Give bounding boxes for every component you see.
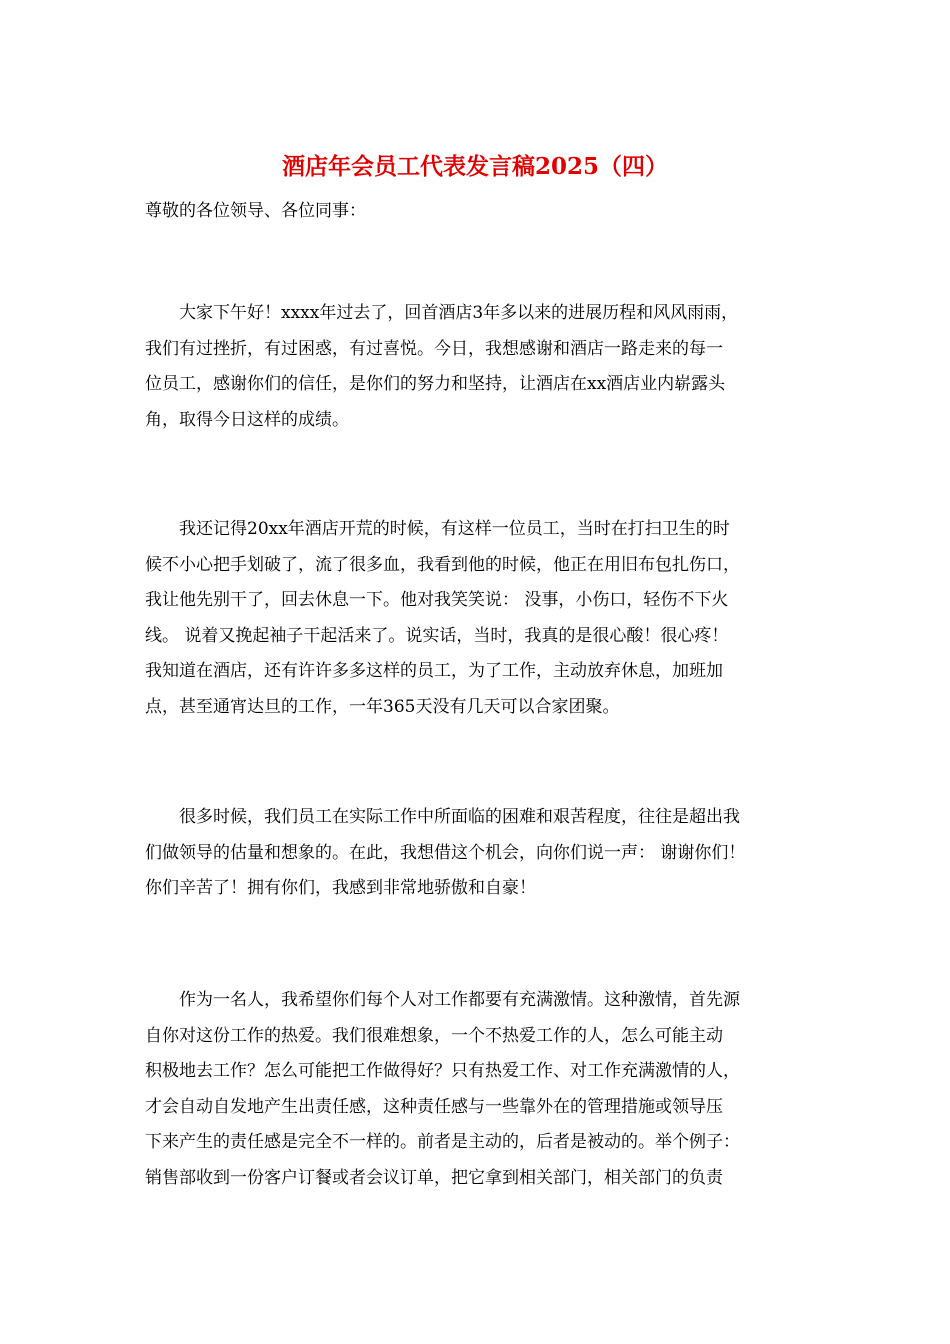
paragraph-line: 角，取得今日这样的成绩。 bbox=[145, 409, 349, 430]
paragraph-line: 大家下午好！xxxx年过去了，回首酒店3年多以来的进展历程和风风雨雨， bbox=[145, 303, 739, 323]
paragraph-line: 作为一名人，我希望你们每个人对工作都要有充满激情。这种激情，首先源 bbox=[145, 990, 740, 1010]
paragraph-line: 我知道在酒店，还有许许多多这样的员工，为了工作，主动放弃休息，加班加 bbox=[145, 661, 723, 681]
paragraph-line: 候不小心把手划破了，流了很多血，我看到他的时候，他正在用旧布包扎伤口， bbox=[145, 554, 740, 575]
paragraph-line: 我让他先别干了，回去休息一下。他对我笑笑说： 没事，小伤口，轻伤不下火 bbox=[145, 590, 729, 610]
paragraph-line: 下来产生的责任感是完全不一样的。前者是主动的，后者是被动的。举个例子： bbox=[145, 1132, 740, 1152]
paragraph-line: 我们有过挫折，有过困惑，有过喜悦。今日，我想感谢和酒店一路走来的每一 bbox=[145, 338, 723, 359]
paragraph-line: 才会自动自发地产生出责任感，这种责任感与一些靠外在的管理措施或领导压 bbox=[145, 1096, 723, 1117]
paragraph-line: 线。 说着又挽起袖子干起活来了。说实话，当时，我真的是很心酸！很心疼！ bbox=[145, 625, 729, 646]
paragraph-3 bbox=[145, 800, 815, 907]
paragraph-line: 你们辛苦了！拥有你们，我感到非常地骄傲和自豪！ bbox=[145, 878, 536, 898]
paragraph-line: 们做领导的估量和想象的。在此，我想借这个机会，向你们说一声： 谢谢你们！ bbox=[145, 842, 746, 863]
paragraph-2 bbox=[145, 512, 815, 725]
paragraph-1 bbox=[145, 296, 815, 438]
paragraph-line: 位员工，感谢你们的信任，是你们的努力和坚持，让酒店在xx酒店业内崭露头 bbox=[145, 374, 726, 394]
paragraph-line: 销售部收到一份客户订餐或者会议订单，把它拿到相关部门，相关部门的负责 bbox=[145, 1167, 723, 1188]
paragraph-line: 自你对这份工作的热爱。我们很难想象，一个不热爱工作的人，怎么可能主动 bbox=[145, 1025, 723, 1046]
salutation: 尊敬的各位领导、各位同事： bbox=[145, 201, 366, 221]
paragraph-line: 积极地去工作？怎么可能把工作做得好？只有热爱工作、对工作充满激情的人， bbox=[145, 1061, 740, 1081]
paragraph-4 bbox=[145, 983, 815, 1196]
document-title: 酒店年会员工代表发言稿2025（四） bbox=[281, 153, 668, 180]
paragraph-line: 很多时候，我们员工在实际工作中所面临的困难和艰苦程度，往往是超出我 bbox=[145, 807, 740, 827]
paragraph-line: 我还记得20xx年酒店开荒的时候，有这样一位员工，当时在打扫卫生的时 bbox=[145, 519, 730, 539]
paragraph-line: 点，甚至通宵达旦的工作，一年365天没有几天可以合家团聚。 bbox=[145, 696, 620, 717]
